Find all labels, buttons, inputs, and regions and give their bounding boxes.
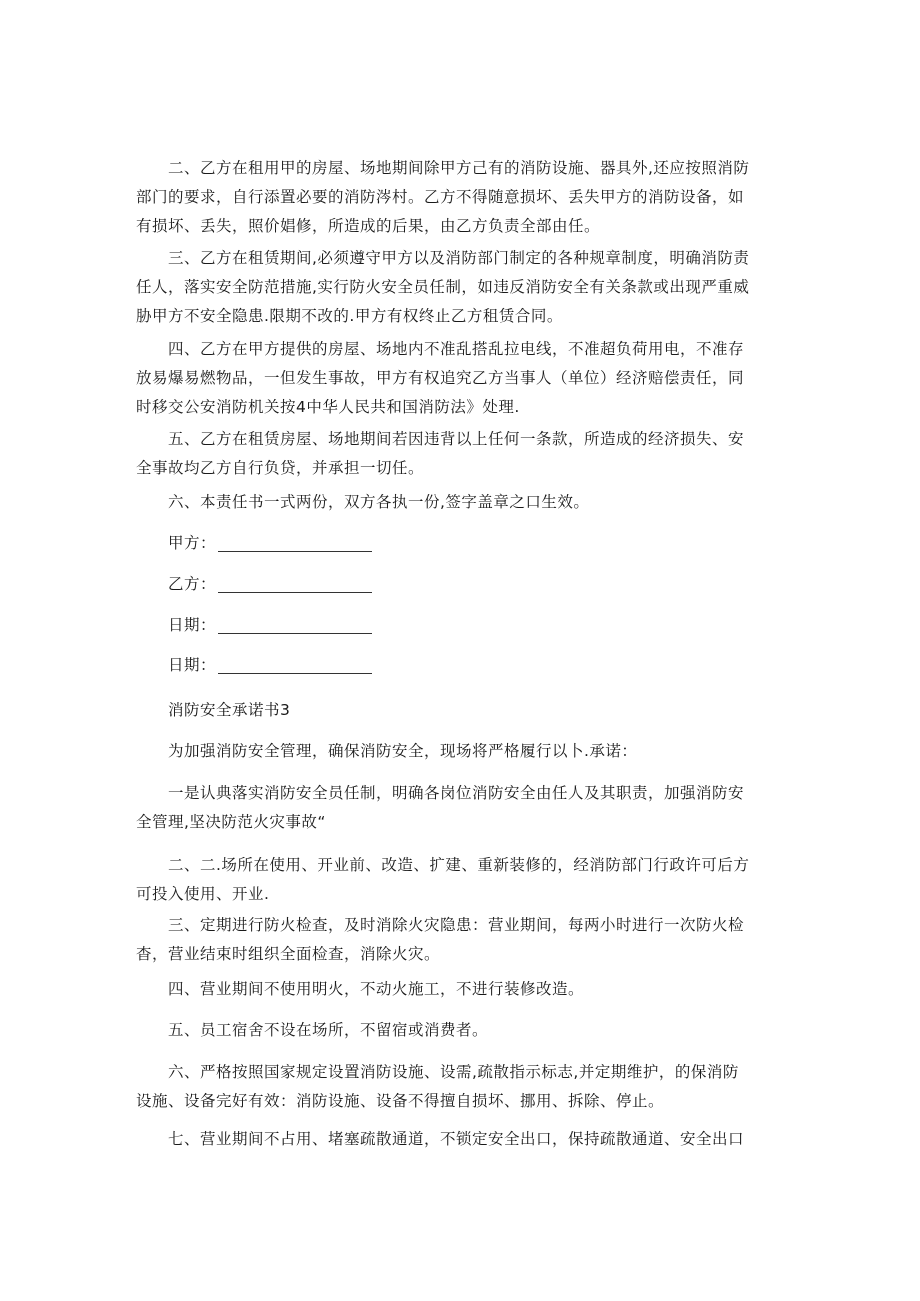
- text-line: 时移交公安消防机关按4中华人民共和国消防法》处理.: [136, 398, 520, 416]
- text-line: 二、二.场所在使用、开业前、改造、扩建、重新装修的，经消防部门行政许可后方: [168, 856, 750, 874]
- commitment-item-7: [136, 1125, 786, 1154]
- text-line: 一是认典落实消防安全员任制，明确各岗位消防安全由任人及其职责，加强消防安: [168, 784, 745, 802]
- signature-blank[interactable]: [218, 617, 372, 634]
- commitment-item-3: [136, 911, 786, 969]
- paragraph-4: [136, 335, 786, 422]
- signature-date-2: [168, 651, 372, 680]
- text-line: 杳，营业结束时组织全面检查，消除火灾。: [136, 945, 441, 963]
- text-line: 三、定期进行防火检查，及时消除火灾隐患：营业期间，每两小时进行一次防火检: [168, 916, 745, 934]
- signature-party-b: [168, 570, 372, 599]
- signature-blank[interactable]: [218, 535, 372, 552]
- commitment-item-6: [136, 1058, 786, 1116]
- intro-paragraph: [136, 737, 786, 766]
- signature-label: 日期：: [168, 656, 217, 674]
- text-line: 五、员工宿舍不设在场所，不留宿或消费者。: [168, 1021, 489, 1039]
- signature-label: 乙方：: [168, 575, 217, 593]
- section-title: 消防安全承诺书3: [168, 701, 291, 719]
- paragraph-2: [136, 154, 786, 241]
- text-line: 胁甲方不安全隐患.限期不改的.甲方有权终止乙方租赁合同。: [136, 307, 563, 325]
- text-line: 六、本责任书一式两份，双方各执一份,签字盖章之口生效。: [168, 493, 590, 511]
- text-line: 三、乙方在租赁期间,必须遵守甲方以及消防部门制定的各种规章制度，明确消防责: [168, 249, 750, 267]
- text-line: 为加强消防安全管理，确保消防安全，现场将严格履行以卜.承诺：: [168, 742, 638, 760]
- signature-label: 日期：: [168, 616, 217, 634]
- commitment-item-1: [136, 779, 786, 837]
- text-line: 任人，落实安全防范措施,实行防火安全员任制，如违反消防安全有关条款或出现严重威: [136, 278, 750, 296]
- text-line: 可投入使用、开业.: [136, 885, 270, 903]
- text-line: 七、营业期间不占用、堵塞疏散通道，不锁定安全出口，保持疏散通道、安全出口: [168, 1130, 745, 1148]
- text-line: 四、营业期间不使用明火，不动火施工，不进行装修改造。: [168, 980, 585, 998]
- text-line: 全管理,坚决防范火灾事故“: [136, 813, 326, 831]
- signature-label: 甲方：: [168, 534, 217, 552]
- commitment-item-4: [136, 975, 786, 1004]
- signature-blank[interactable]: [218, 657, 372, 674]
- paragraph-3: [136, 244, 786, 331]
- signature-party-a: [168, 529, 372, 558]
- signature-blank[interactable]: [218, 576, 372, 593]
- text-line: 部门的要求，自行添置必要的消防涔村。乙方不得随意损坏、丢失甲方的消防设备，如: [136, 188, 745, 206]
- text-line: 有损坏、丢失，照价娼修，所造成的后果，由乙方负责全部由任。: [136, 217, 601, 235]
- text-line: 五、乙方在租赁房屋、场地期间若因违背以上任何一条款，所造成的经济损失、安: [168, 430, 745, 448]
- text-line: 六、严格按照国家规定设置消防设施、设需,疏散指示标志,并定期维护，的保消防: [168, 1063, 739, 1081]
- text-line: 放易爆易燃物品，一但发生事故，甲方有权追究乙方当事人（单位）经济赔偿责任，同: [136, 369, 745, 387]
- signature-date-1: [168, 611, 372, 640]
- text-line: 设施、设备完好有效：消防设施、设备不得擅自损坏、挪用、拆除、停止。: [136, 1092, 665, 1110]
- text-line: 二、乙方在租用甲的房屋、场地期间除甲方己有的消防设施、器具外,还应按照消防: [168, 159, 750, 177]
- text-line: 四、乙方在甲方提供的房屋、场地内不准乱搭乱拉电线，不准超负荷用电，不准存: [168, 340, 745, 358]
- commitment-item-5: [136, 1016, 786, 1045]
- paragraph-5: [136, 425, 786, 483]
- text-line: 全事故均乙方自行负贷，并承担一切任。: [136, 459, 425, 477]
- commitment-item-2: [136, 851, 786, 909]
- paragraph-6: [136, 488, 786, 517]
